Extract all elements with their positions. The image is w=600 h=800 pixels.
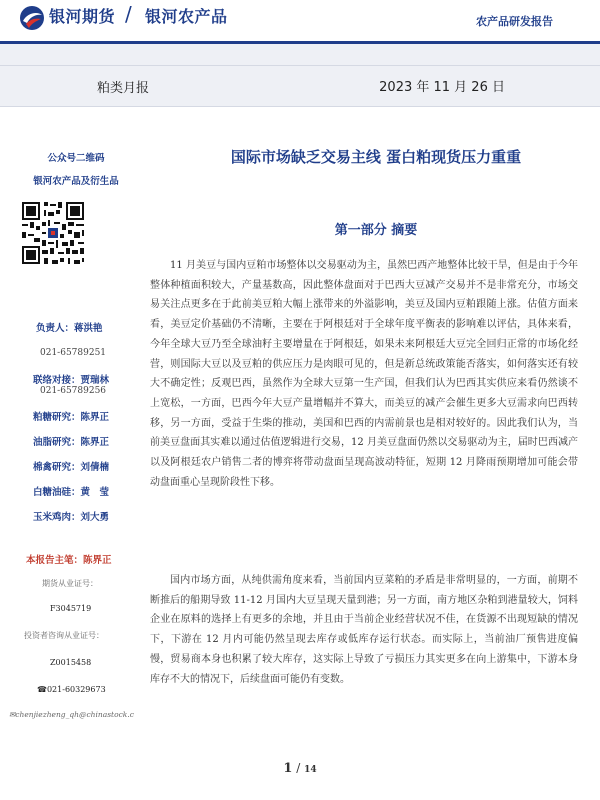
report-header	[0, 0, 600, 44]
futures-cert-label: 期货从业证号：	[42, 579, 98, 588]
paragraph-text: 11 月美豆与国内豆粕市场整体以交易驱动为主，虽然巴西产地整体比较干旱，但是由于今年整体种植面积较大，产量基数高，因此整体盘面对于巴西大豆减产交易并不是非常充分，市场交易关注点更多在于此前美豆粕大幅上涨带来的外溢影响，美豆及国内豆粕跟随上涨。估值方面来看，美豆定价基础仍不清晰，主要在于阿根廷对于全球年度平衡表的影响难以评估，具体来看，今年全球大豆乃至全球油籽主要增量在于阿根廷，如果未来阿根廷大豆完全回归正常的市场化经营，则国际大豆以及豆粕的供应压力是肉眼可见的，但是新总统政策能否落实，如何落实还有较大不确定性；反观巴西，虽然作为全球大豆第一生产国，但我们认为巴西其实供应来看仍然谈不上宽松，一方面，巴西今年大豆产量增幅并不算大，而美豆的减产会催生更多大豆需求向巴西转移，另一方面，受益于生柴的推动，美国和巴西的内需前景也是相对较好的。因此我们认为，当前美豆盘面其实难以通过估值逻辑进行交易，12 月美豆盘面仍然以交易驱动为主，届时巴西减产以及阿根廷农户销售二者的博弈将带动盘面呈现高波动特征，短期 12 月降雨预期增加可能会带动盘面重心呈现阶段性下移。	[150, 260, 578, 488]
report-meta-band	[0, 65, 600, 107]
brand-sub-name: 银河农产品	[145, 7, 228, 26]
advisor-cert-number: Z0015458	[50, 658, 92, 667]
qr-caption-line2: 银河农产品及衍生品	[33, 176, 119, 187]
advisor-cert-label: 投资者咨询从业证号：	[24, 631, 104, 640]
section-heading: 第一部分 摘要	[334, 223, 418, 238]
contact-email[interactable]: ✉chenjiezheng_qh@chinastock.c	[9, 710, 134, 719]
lead-author: 本报告主笔：陈界正	[26, 555, 112, 566]
qr-caption-line1: 公众号二维码	[47, 153, 105, 164]
researcher-sugar: 白糖油硅：黄 莹	[33, 487, 110, 498]
report-date: 2023 年 11 月 26 日	[379, 80, 505, 95]
contact-liaison-phone: 021-65789256	[40, 386, 107, 396]
contact-liaison-label: 联络对接：贾瑞林	[33, 375, 110, 386]
report-title: 国际市场缺乏交易主线 蛋白粕现货压力重重	[230, 148, 522, 166]
summary-paragraph-2	[150, 571, 578, 689]
researcher-corn-chicken: 玉米鸡肉：刘大勇	[33, 512, 110, 523]
contact-head-label: 负责人：蒋洪艳	[36, 323, 103, 334]
summary-paragraph-1	[150, 256, 578, 492]
researcher-cotton-poultry: 棉禽研究：刘倩楠	[33, 462, 110, 473]
contact-head-phone: 021-65789251	[40, 348, 107, 358]
report-type-label: 农产品研发报告	[476, 15, 553, 28]
brand-separator: /	[125, 2, 132, 26]
page-separator: /	[292, 761, 305, 775]
galaxy-logo-icon	[19, 5, 45, 31]
total-pages: 14	[304, 765, 317, 775]
paragraph-text: 国内市场方面，从纯供需角度来看，当前国内豆菜粕的矛盾是非常明显的，一方面，前期不断推后的船期导致 11-12 月国内大豆呈现天量到港；另一方面，南方地区杂粕到港量较大，饲料企业在原料的选择上有更多的余地，并且由于当前企业经营状况不佳，在货源不出现短缺的情况下，下游在 12 月内可能仍然呈现去库存或低库存运行状态。而实际上，当前油厂预售进度偏慢，贸易商本身也积累了较大库存，这实际上导致了亏损压力其实更多在向上游集中，下游本身库存不大的情况下，后续盘面可能仍有变数。	[150, 575, 578, 685]
researcher-oils: 油脂研究：陈界正	[33, 437, 110, 448]
qr-code-icon	[20, 200, 86, 266]
current-page: 1	[283, 761, 293, 776]
researcher-meal-sugar: 粕糖研究：陈界正	[33, 412, 110, 423]
futures-cert-number: F3045719	[50, 604, 92, 613]
contact-phone-number: ☎021-60329673	[37, 685, 106, 694]
header-shade-band	[0, 44, 600, 65]
monthly-report-label: 粕类月报	[97, 81, 150, 96]
brand-name: 银河期货	[49, 7, 116, 26]
page-number	[0, 761, 600, 776]
